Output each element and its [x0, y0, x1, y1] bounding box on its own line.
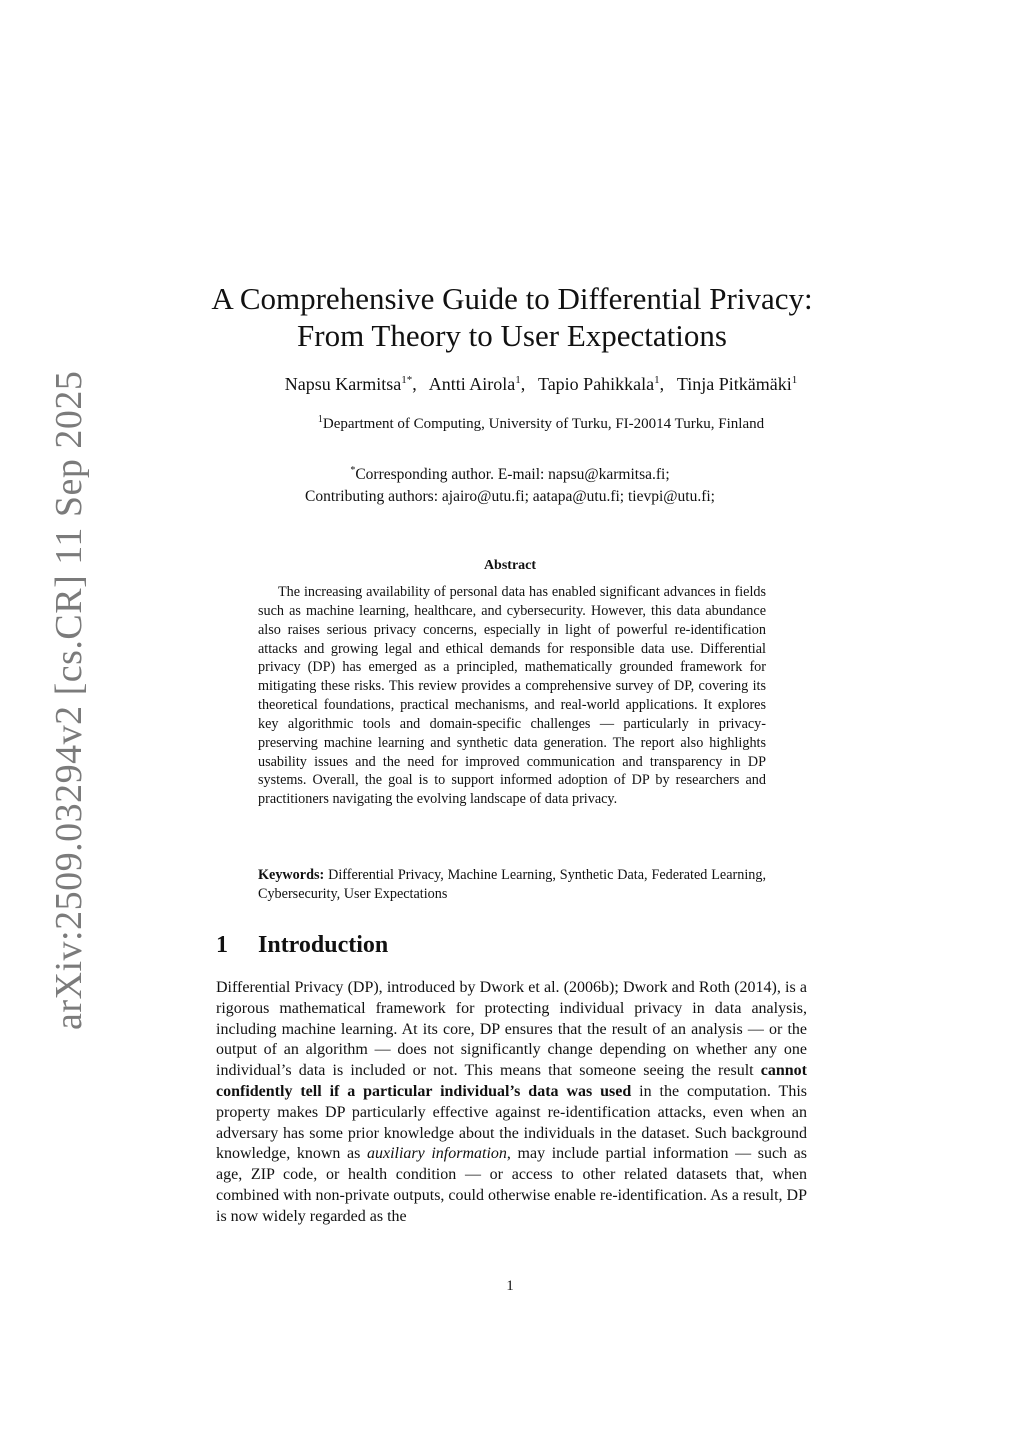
keywords: [258, 866, 766, 904]
author-mark: 1: [654, 374, 660, 386]
contributing-authors: Contributing authors: ajairo@utu.fi; aatapa@utu.fi; tievpi@utu.fi;: [304, 488, 715, 506]
title-line-2: From Theory to User Expectations: [297, 318, 727, 353]
section-number: 1: [216, 932, 228, 958]
intro-paragraph: [216, 978, 807, 1228]
section-title: Introduction: [258, 932, 389, 958]
corresponding-mark: *: [350, 465, 356, 476]
abstract-heading: Abstract: [483, 558, 537, 573]
author-list: Napsu Karmitsa$^{1*}$, Antti Airola$^1$, Tapio Pahikkala$^1$, Tinja Pitkämäki$^1$: [284, 374, 798, 394]
section-heading: [216, 932, 388, 959]
contact-info: [0, 460, 1020, 508]
title-line-1: A Comprehensive Guide to Differential Privacy:: [211, 281, 813, 316]
affiliation: [0, 414, 1024, 433]
author-name: Napsu Karmitsa: [284, 374, 402, 394]
author-mark: 1*: [401, 374, 413, 386]
author-name: Tapio Pahikkala: [537, 374, 655, 394]
intro-text-2: in the computation. This property makes DP particularly effective against re-identification attacks, even when an adversary has some prior knowledge about the individuals in the dataset. Such background knowledge, known as: [216, 1082, 807, 1163]
abstract-text: The increasing availability of personal data has enabled significant advances in fields such as machine learning, healthcare, and cybersecurity. However, this data abundance also raises serious privacy concerns, especially in light of powerful re-identification attacks and growing legal and ethical demands for responsible data use. Differential privacy (DP) has emerged as a principled, mathematically grounded framework for mitigating these risks. This review provides a comprehensive survey of DP, covering its theoretical foundations, practical mechanisms, and real-world applications. It explores key algorithmic tools and domain-specific challenges — particularly in privacy-preserving machine learning and synthetic data generation. The report also highlights usability issues and the need for improved communication and transparency in DP systems. Overall, the goal is to support informed adoption of DP by researchers and practitioners navigating the evolving landscape of data privacy.: [258, 584, 766, 808]
author-name: Tinja Pitkämäki: [676, 374, 792, 394]
keywords-text: Differential Privacy, Machine Learning, Synthetic Data, Federated Learning, Cybersecurity, User Expectations: [258, 867, 766, 902]
intro-text-1: Differential Privacy (DP), introduced by Dwork et al. (2006b); Dwork and Roth (2014), is a rigorous mathematical framework for protecting individual privacy in data analysis, including machine learning. At its core, DP ensures that the result of an analysis — or the output of an algorithm — does not significantly change depending on whether any one individual’s data is included or not. This means that someone seeing the result: [216, 979, 807, 1080]
arxiv-identifier: arXiv:2509.03294v2 [cs.CR] 11 Sep 2025: [48, 370, 90, 1030]
affiliation-mark: 1: [317, 414, 323, 425]
intro-italic-term: auxiliary information: [366, 1145, 507, 1163]
paper-title: [0, 280, 1024, 354]
author-name: Antti Airola: [428, 374, 516, 394]
corresponding-author: Corresponding author. E-mail: napsu@karmitsa.fi;: [355, 466, 670, 484]
author-mark: 1: [791, 374, 798, 386]
intro-text-3: , may include partial information — such as age, ZIP code, or health condition — or access to other related datasets that, when combined with non-private outputs, could otherwise enable re-identification. As a result, DP is now widely regarded as the: [216, 1145, 807, 1225]
keywords-label: Keywords:: [258, 867, 325, 883]
author-mark: 1: [515, 374, 521, 386]
affiliation-text: Department of Computing, University of Turku, FI-20014 Turku, Finland: [322, 416, 765, 432]
page-number: 1: [506, 1278, 514, 1294]
intro-bold-phrase: cannot confidently tell if a particular individual’s data was used: [216, 1062, 807, 1100]
